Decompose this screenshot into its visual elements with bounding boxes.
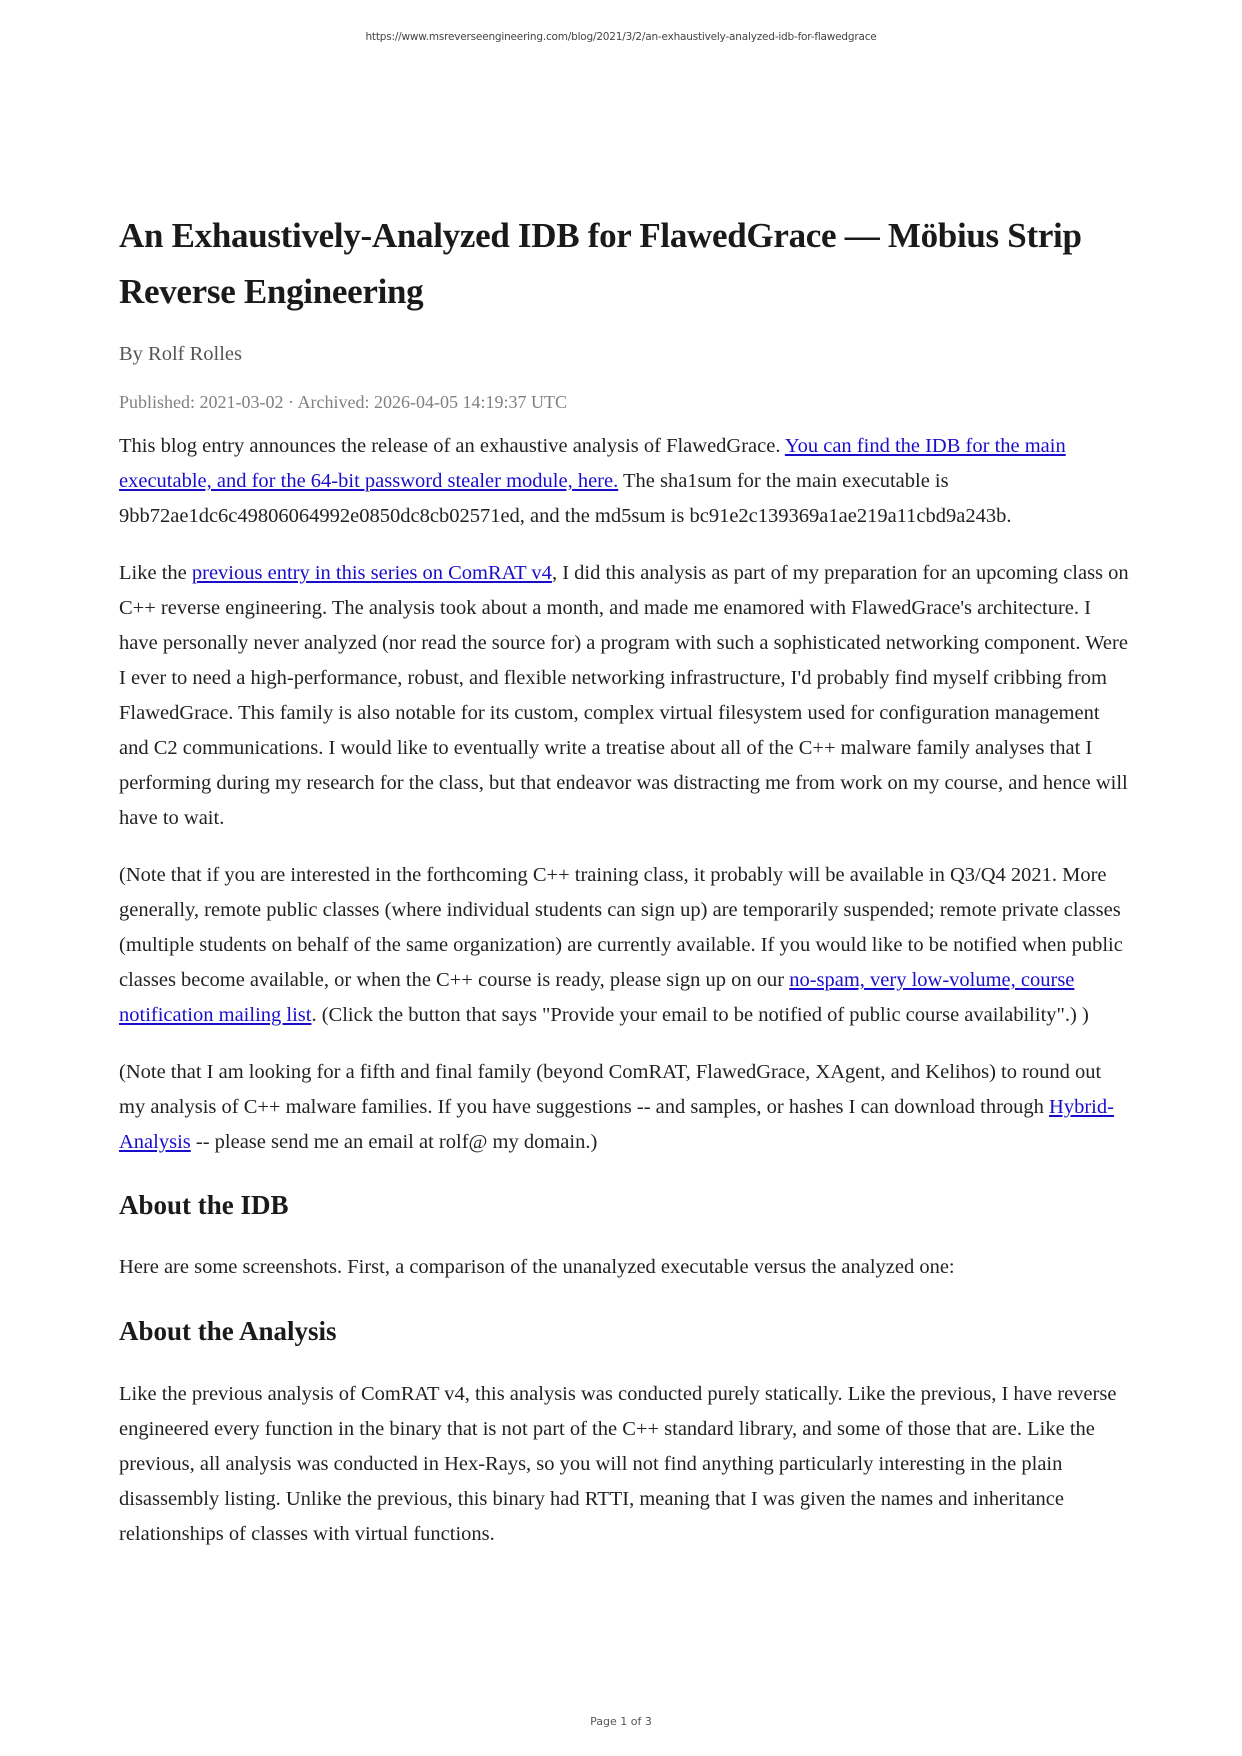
article-title: An Exhaustively-Analyzed IDB for FlawedGrace — Möbius Strip Reverse Engineering xyxy=(119,216,1082,311)
about-idb-paragraph: Here are some screenshots. First, a comparison of the unanalyzed executable versus the analyzed one: xyxy=(119,1256,955,1278)
paragraph-text: . (Click the button that says "Provide your email to be notified of public course availability".) ) xyxy=(311,1004,1089,1026)
publish-meta: Published: 2021-03-02 · Archived: 2026-04-05 14:19:37 UTC xyxy=(119,392,567,412)
paragraph-text: (Note that I am looking for a fifth and final family (beyond ComRAT, FlawedGrace, XAgent, and Kelihos) to round out my analysis of C++ malware families. If you have suggestions -- and samples, or hashes I can download through xyxy=(119,1061,1102,1118)
hybrid-analysis-link[interactable]: Hybrid-Analysis xyxy=(119,1096,1114,1153)
idb-download-link[interactable]: You can find the IDB for the main executable, and for the 64-bit password stealer module, here. xyxy=(119,435,1066,492)
paragraph-text: Like the xyxy=(119,562,192,584)
mailing-list-link[interactable]: no-spam, very low-volume, course notification mailing list xyxy=(119,969,1075,1026)
page-number: Page 1 of 3 xyxy=(590,1715,652,1728)
about-analysis-paragraph: Like the previous analysis of ComRAT v4, this analysis was conducted purely statically. Like the previous, I have reverse engineered every function in the binary that is not part of the C++ standard library, and some of those that are. Like the previous, all analysis was conducted in Hex-Rays, so you will not find anything particularly interesting in the plain disassembly listing. Unlike the previous, this binary had RTTI, meaning that I was given the names and inheritance relationships of classes with virtual functions. xyxy=(119,1383,1117,1545)
article xyxy=(119,208,1129,1552)
paragraph-text: -- please send me an email at rolf@ my domain.) xyxy=(190,1131,598,1153)
family-request-paragraph xyxy=(119,1055,1129,1160)
paragraph-text: (Note that if you are interested in the forthcoming C++ training class, it probably will be available in Q3/Q4 2021. More generally, remote public classes (where individual students can sign up) are temporarily suspended; remote private classes (multiple students on behalf of the same organization) are currently available. If you would like to be notified when public classes become available, or when the C++ course is ready, please sign up on our xyxy=(119,864,1123,991)
comrat-entry-link[interactable]: previous entry in this series on ComRAT v4 xyxy=(191,562,552,584)
author-byline: By Rolf Rolles xyxy=(119,343,243,365)
paragraph-text: This blog entry announces the release of an exhaustive analysis of FlawedGrace. xyxy=(119,435,785,457)
paragraph-text: The sha1sum for the main executable is 9bb72ae1dc6c49806064992e0850dc8cb02571ed, and the md5sum is bc91e2c139369a1ae219a11cbd9a243b. xyxy=(119,470,1012,527)
intro-paragraph xyxy=(119,429,1129,534)
training-note-paragraph xyxy=(119,858,1129,1033)
paragraph-text: , I did this analysis as part of my preparation for an upcoming class on C++ reverse engineering. The analysis took about a month, and made me enamored with FlawedGrace's architecture. I have personally never analyzed (nor read the source for) a program with such a sophisticated networking component. Were I ever to need a high-performance, robust, and flexible networking infrastructure, I'd probably find myself cribbing from FlawedGrace. This family is also notable for its custom, complex virtual filesystem used for configuration management and C2 communications. I would like to eventually write a treatise about all of the C++ malware family analyses that I performing during my research for the class, but that endeavor was distracting me from work on my course, and hence will have to wait. xyxy=(119,562,1129,829)
context-paragraph xyxy=(119,556,1129,836)
page-url-header: https://www.msreverseengineering.com/blog/2021/3/2/an-exhaustively-analyzed-idb-for-flawedgrace xyxy=(365,31,877,43)
section-heading-about-analysis: About the Analysis xyxy=(119,1316,337,1346)
section-heading-about-idb: About the IDB xyxy=(119,1190,289,1220)
